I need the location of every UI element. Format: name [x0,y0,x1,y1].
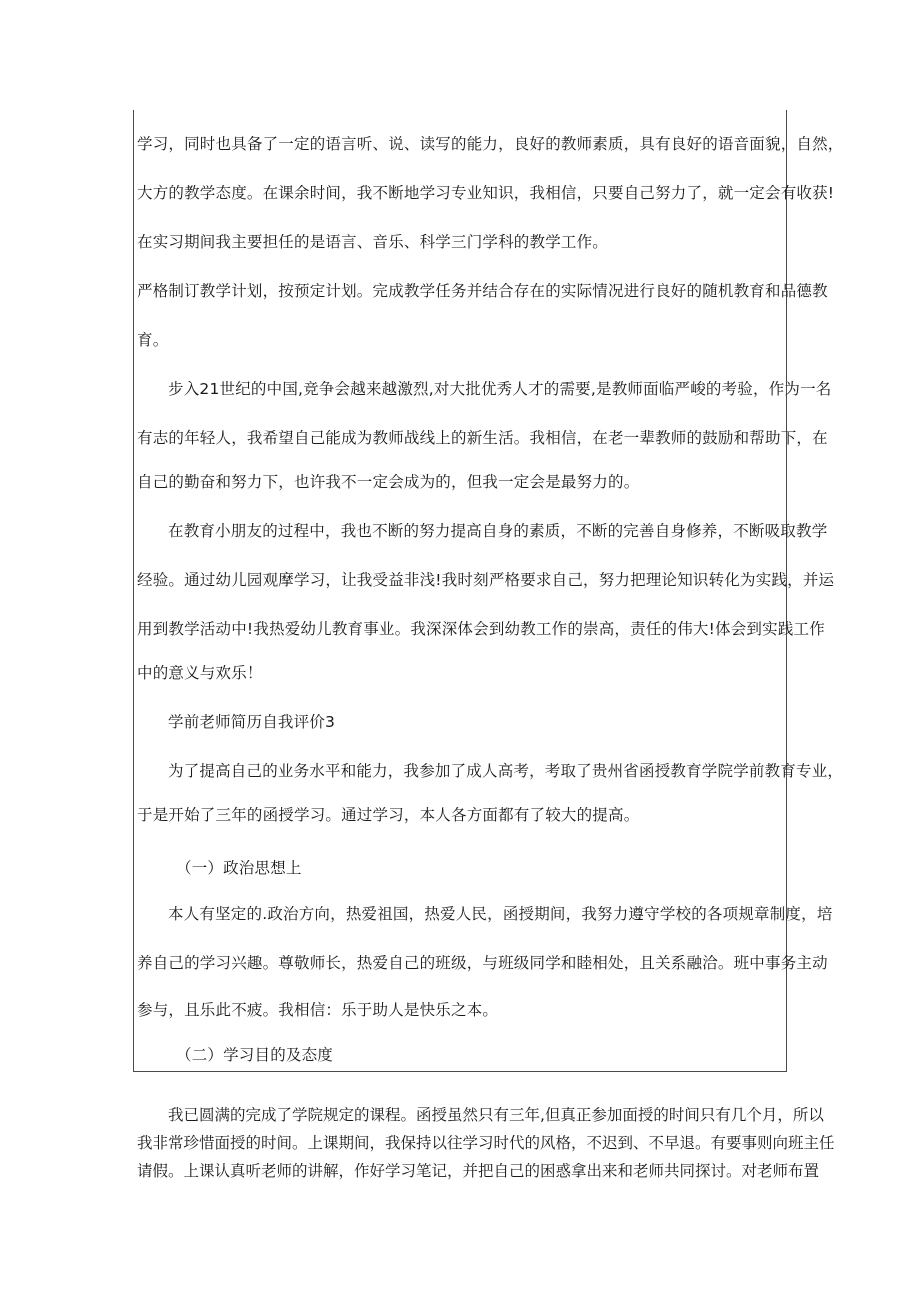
paragraph-line: 在实习期间我主要担任的是语言、音乐、科学三门学科的教学工作。 [137,233,609,251]
subsection-heading: （一）政治思想上 [176,859,302,877]
paragraph-line: 育。 [137,331,169,349]
paragraph-line: 经验。通过幼儿园观摩学习，让我受益非浅!我时刻严格要求自己，努力把理论知识转化为实践，并运 [137,571,835,589]
paragraph-line: 为了提高自己的业务水平和能力，我参加了成人高考，考取了贵州省函授教育学院学前教育专业， [168,762,844,780]
paragraph-line: 严格制订教学计划，按预定计划。完成教学任务并结合存在的实际情况进行良好的随机教育和品德教 [137,282,828,300]
paragraph-line: 我已圆满的完成了学院规定的课程。函授虽然只有三年,但真正参加面授的时间只有几个月，所以 [168,1106,824,1124]
section-heading: 学前老师简历自我评价3 [168,713,336,731]
paragraph-line: 养自己的学习兴趣。尊敬师长，热爱自己的班级，与班级同学和睦相处，且关系融洽。班中事务主动 [137,954,828,972]
paragraph-line: 参与，且乐此不疲。我相信：乐于助人是快乐之本。 [137,1001,499,1019]
paragraph-line: 请假。上课认真听老师的讲解，作好学习笔记，并把自己的困惑拿出来和老师共同探讨。对老师布置 [137,1162,820,1180]
paragraph-line: 学习，同时也具备了一定的语言听、说、读写的能力，良好的教师素质，具有良好的语音面貌，自然， [137,135,844,153]
paragraph-line: 用到教学活动中!我热爱幼儿教育事业。我深深体会到幼教工作的崇高，责任的伟大!体会到实践工作 [137,620,825,638]
paragraph-line: 大方的教学态度。在课余时间，我不断地学习专业知识，我相信，只要自己努力了，就一定会有收获! [137,184,835,202]
paragraph-line: 步入21世纪的中国,竞争会越来越激烈,对大批优秀人才的需要,是教师面临严峻的考验，作为一名 [168,380,832,398]
paragraph-line: 在教育小朋友的过程中，我也不断的努力提高自身的素质，不断的完善自身修养，不断吸取教学 [168,522,828,540]
paragraph-line: 本人有坚定的.政治方向，热爱祖国，热爱人民，函授期间，我努力遵守学校的各项规章制度，培 [168,905,833,923]
paragraph-line: 于是开始了三年的函授学习。通过学习，本人各方面都有了较大的提高。 [137,806,640,824]
paragraph-line: 有志的年轻人，我希望自己能成为教师战线上的新生活。我相信，在老一辈教师的鼓励和帮助下，在 [137,429,828,447]
subsection-heading: （二）学习目的及态度 [176,1046,334,1064]
bordered-text-frame [133,110,844,1072]
paragraph-line: 中的意义与欢乐！ [137,664,263,682]
paragraph-line: 自己的勤奋和努力下，也许我不一定会成为的，但我一定会是最努力的。 [137,473,640,491]
paragraph-line: 我非常珍惜面授的时间。上课期间，我保持以往学习时代的风格，不迟到、不早退。有要事则向班主任 [137,1134,835,1152]
